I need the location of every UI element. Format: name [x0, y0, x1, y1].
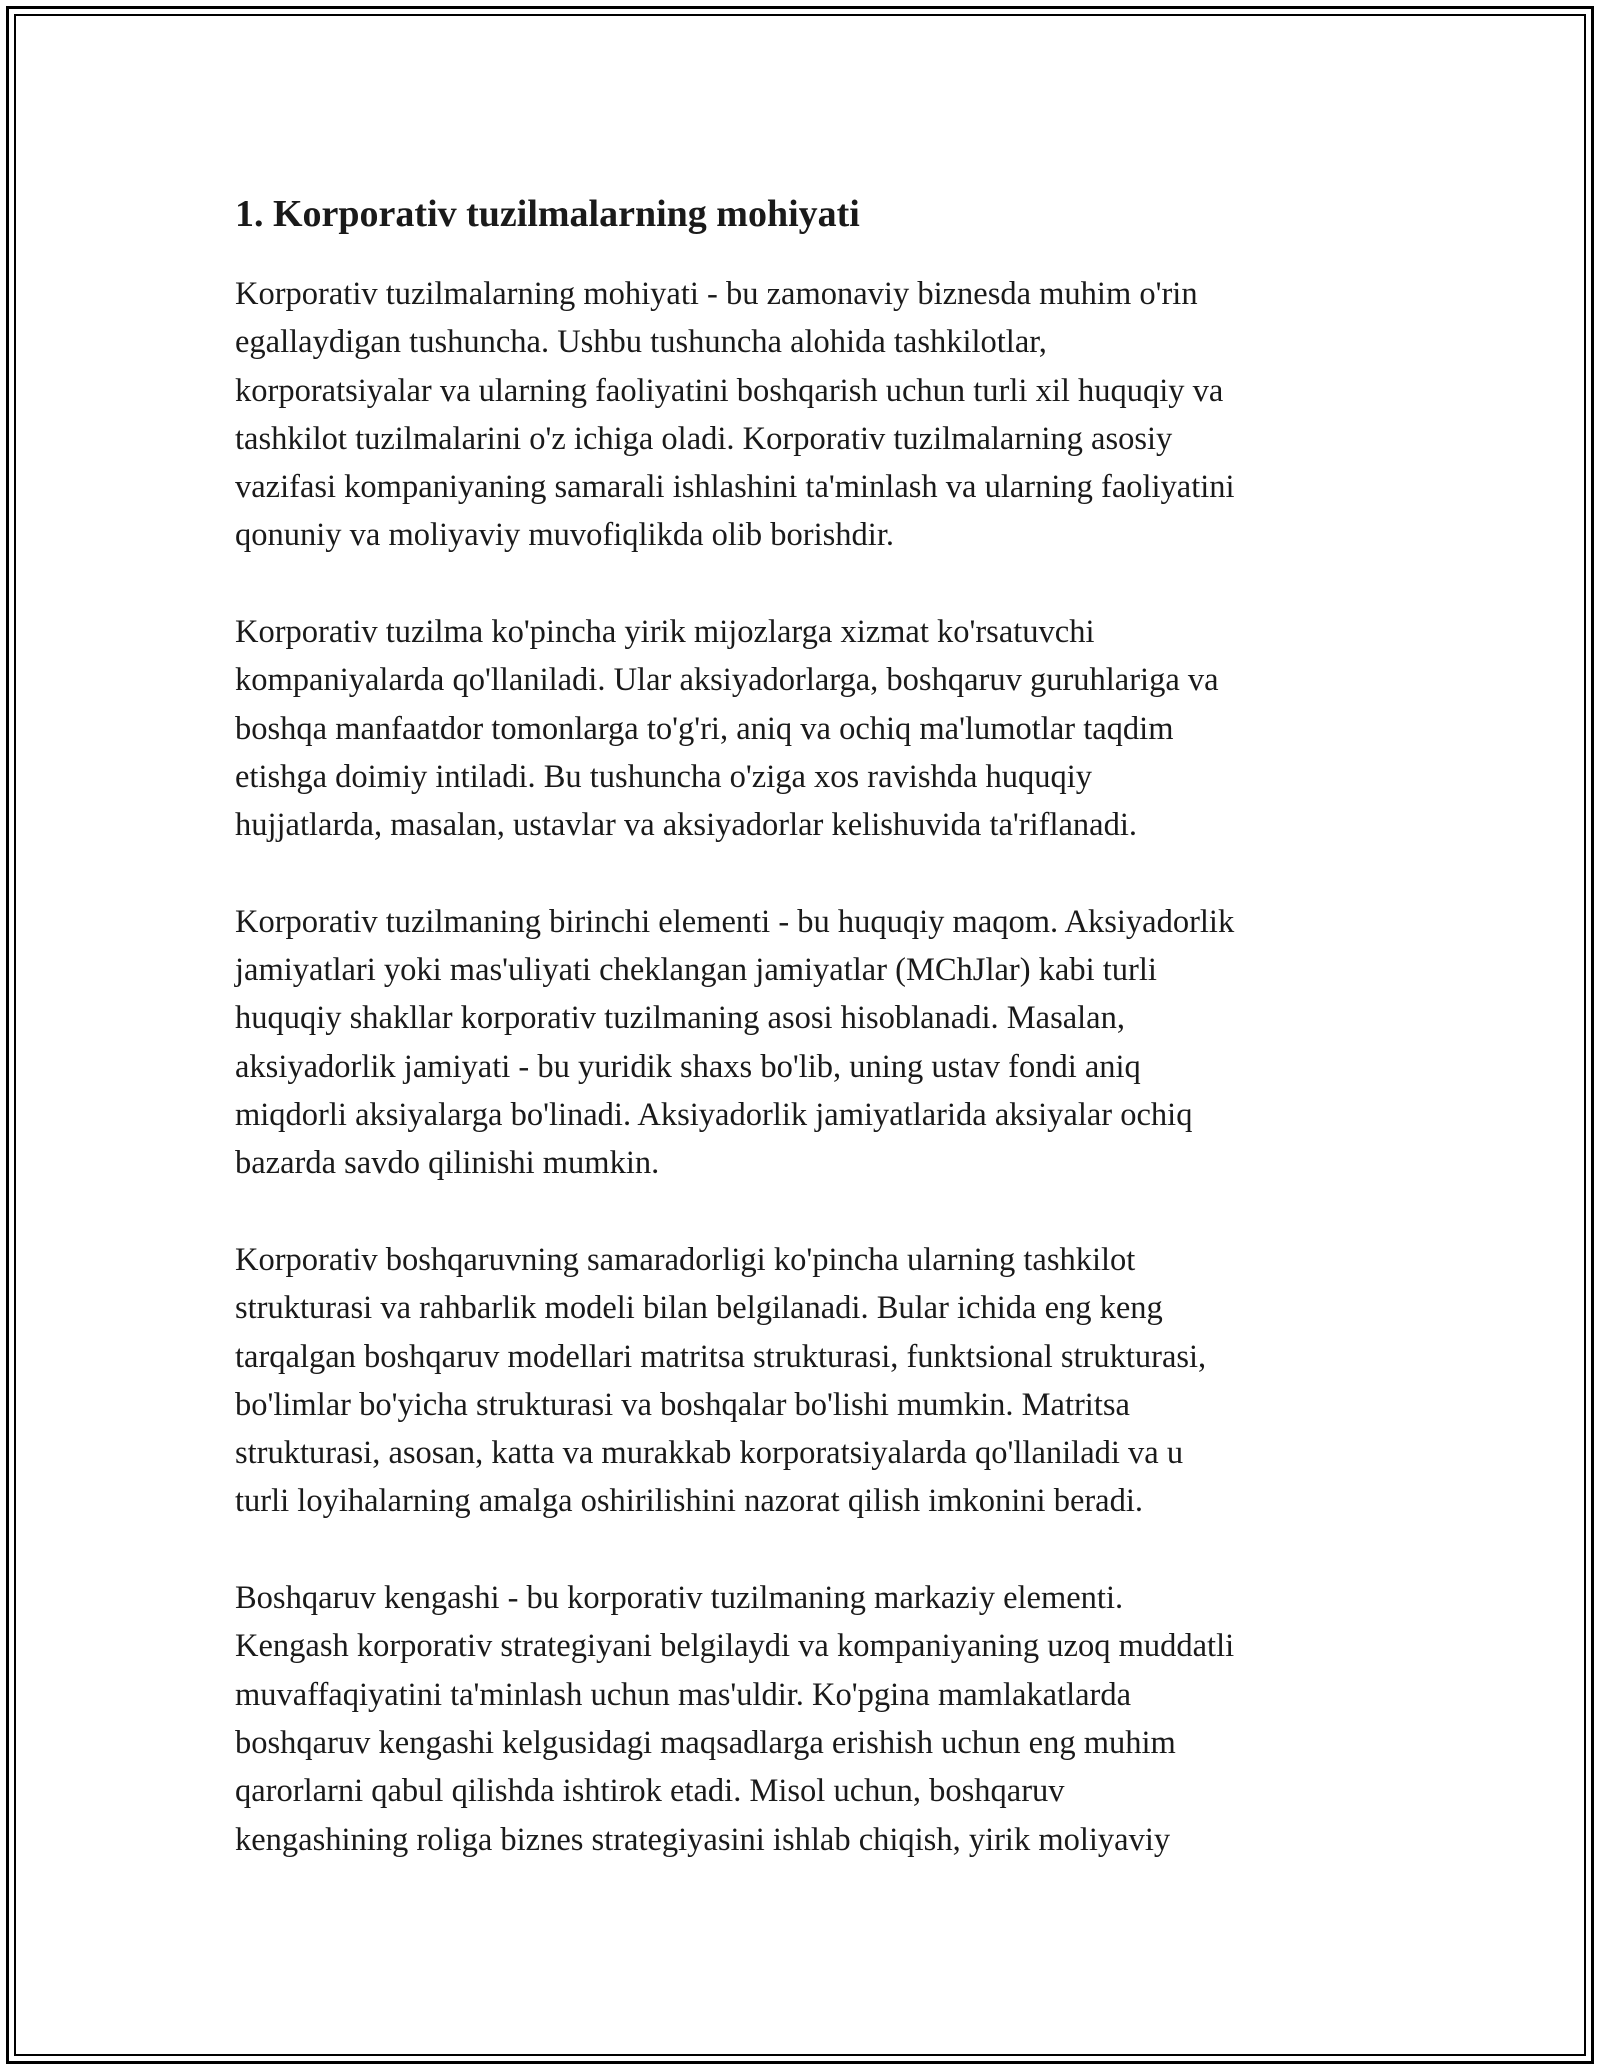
document-body — [235, 180, 1385, 1912]
paragraph-3: Korporativ tuzilmaning birinchi elementi - bu huquqiy maqom. Aksiyadorlik jamiyatlari yoki mas'uliyati cheklangan jamiyatlar (MChJlar) kabi turli huquqiy shakllar korporativ tuzilmaning asosi hisoblanadi. Masalan, aksiyadorlik jamiyati - bu yuridik shaxs bo'lib, uning ustav fondi aniq miqdorli aksiyalarga bo'linadi. Aksiyadorlik jamiyatlarida aksiyalar ochiq bazarda savdo qilinishi mumkin. — [235, 903, 1235, 1182]
paragraph-2: Korporativ tuzilma ko'pincha yirik mijozlarga xizmat ko'rsatuvchi kompaniyalarda qo'llaniladi. Ular aksiyadorlarga, boshqaruv guruhlariga va boshqa manfaatdor tomonlarga to'g'ri, aniq va ochiq ma'lumotlar taqdim etishga doimiy intiladi. Bu tushuncha o'ziga xos ravishda huquqiy hujjatlarda, masalan, ustavlar va aksiyadorlar kelishuvida ta'riflanadi. — [235, 614, 1219, 844]
paragraph-5: Boshqaruv kengashi - bu korporativ tuzilmaning markaziy elementi. Kengash korporativ strategiyani belgilaydi va kompaniyaning uzoq muddatli muvaffaqiyatini ta'minlash uchun mas'uldir. Ko'pgina mamlakatlarda boshqaruv kengashi kelgusidagi maqsadlarga erishish uchun eng muhim qarorlarni qabul qilishda ishtirok etadi. Misol uchun, boshqaruv kengashining roliga biznes strategiyasini ishlab chiqish, yirik moliyaviy — [235, 1580, 1235, 1858]
paragraph-1: Korporativ tuzilmalarning mohiyati - bu zamonaviy biznesda muhim o'rin egallaydigan tushuncha. Ushbu tushuncha alohida tashkilotlar, korporatsiyalar va ularning faoliyatini boshqarish uchun turli xil huquqiy va tashkilot tuzilmalarini o'z ichiga oladi. Korporativ tuzilmalarning asosiy vazifasi kompaniyaning samarali ishlashini ta'minlash va ularning faoliyatini qonuniy va moliyaviy muvofiqlikda olib borishdir. — [235, 276, 1235, 554]
paragraph-4: Korporativ boshqaruvning samaradorligi ko'pincha ularning tashkilot strukturasi va rahbarlik modeli bilan belgilanadi. Bular ichida eng keng tarqalgan boshqaruv modellari matritsa strukturasi, funktsional strukturasi, bo'limlar bo'yicha strukturasi va boshqalar bo'lishi mumkin. Matritsa strukturasi, asosan, katta va murakkab korporatsiyalarda qo'llaniladi va u turli loyihalarning amalga oshirilishini nazorat qilish imkonini beradi. — [235, 1241, 1207, 1520]
section-heading: 1. Korporativ tuzilmalarning mohiyati — [235, 193, 860, 235]
